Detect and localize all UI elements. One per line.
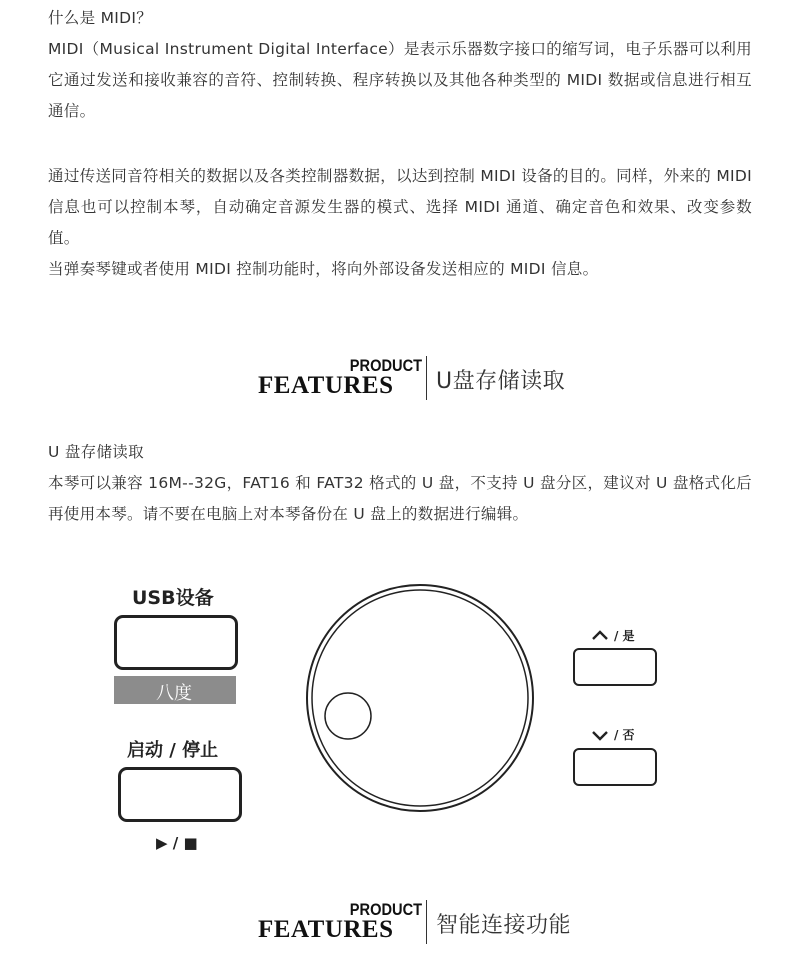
feature-title: U盘存储读取 (436, 369, 566, 394)
midi-paragraph-2: 通过传送同音符相关的数据以及各类控制器数据，以达到控制 MIDI 设备的目的。同样，外来的 MIDI 信息也可以控制本琴，自动确定音源发生器的模式、选择 MIDI 通道、确定音色和效果、改变参数值。 (48, 167, 752, 247)
feature-title: 智能连接功能 (436, 913, 572, 938)
usb-paragraph: 本琴可以兼容 16M--32G，FAT16 和 FAT32 格式的 U 盘，不支持 U 盘分区，建议对 U 盘格式化后再使用本琴。请不要在电脑上对本琴备份在 U 盘上的数据进行编辑。 (48, 474, 752, 523)
dial-finger-grip (325, 693, 371, 739)
play-stop-symbols: ▶ / ■ (156, 834, 198, 852)
features-label: FEATURES (258, 916, 394, 943)
feature-header-usb (258, 356, 598, 412)
product-label: PRODUCT (349, 356, 422, 375)
start-stop-label: 启动 / 停止 (127, 740, 219, 761)
usb-heading: U 盘存储读取 (48, 443, 144, 461)
feature-header-smart-connect (258, 900, 598, 956)
midi-paragraph-3: 当弹奏琴键或者使用 MIDI 控制功能时，将向外部设备发送相应的 MIDI 信息。 (48, 260, 599, 278)
midi-heading: 什么是 MIDI？ (48, 9, 153, 27)
usb-device-button[interactable] (114, 615, 238, 670)
features-label: FEATURES (258, 372, 394, 399)
down-no-button[interactable] (573, 748, 657, 786)
yes-label: / 是 (614, 629, 635, 643)
no-label: / 否 (614, 728, 635, 742)
header-divider (426, 900, 427, 944)
start-stop-button[interactable] (118, 767, 242, 822)
data-dial[interactable] (304, 582, 536, 814)
octave-label: 八度 (156, 683, 192, 704)
chevron-down-icon (591, 729, 609, 741)
header-divider (426, 356, 427, 400)
midi-paragraph-1: MIDI（Musical Instrument Digital Interface）是表示乐器数字接口的缩写词，电子乐器可以利用它通过发送和接收兼容的音符、控制转换、程序转换以及其他各种类型的 MIDI 数据或信息进行相互通信。 (48, 40, 752, 120)
usb-device-label: USB设备 (132, 587, 214, 609)
product-label: PRODUCT (349, 900, 422, 919)
up-yes-button[interactable] (573, 648, 657, 686)
chevron-up-icon (591, 629, 609, 641)
